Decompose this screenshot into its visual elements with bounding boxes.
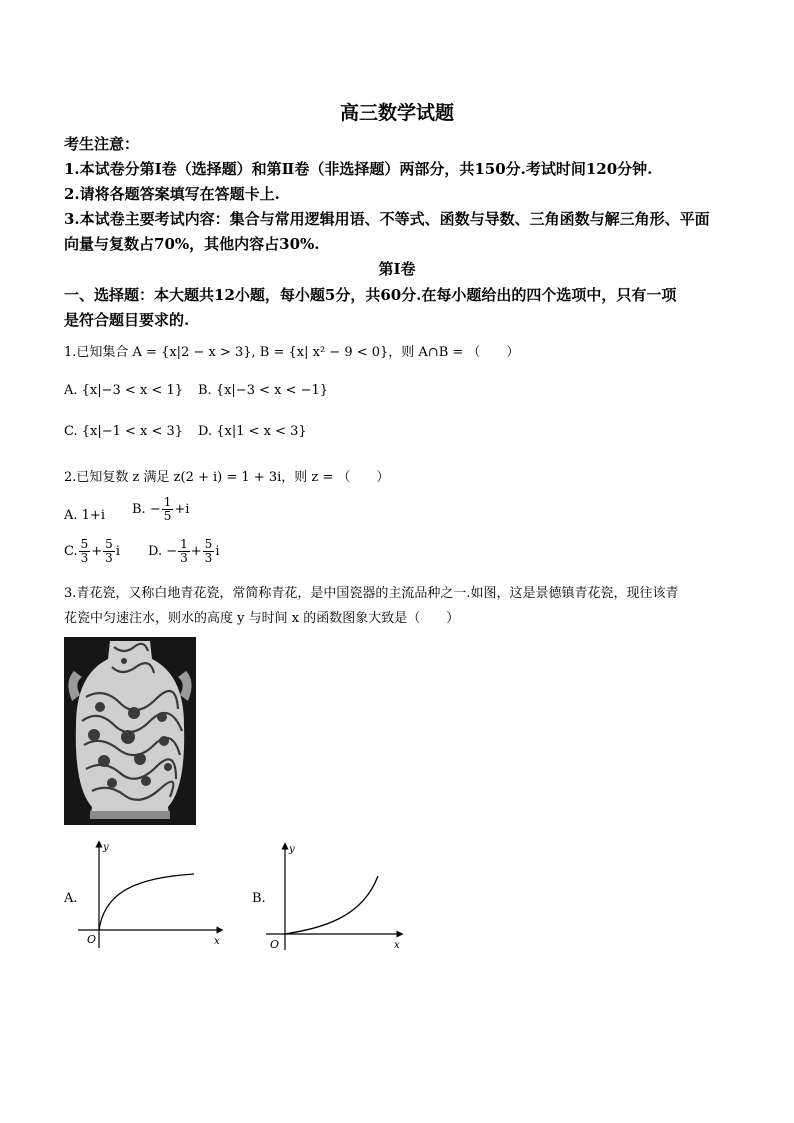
graph-b-label: B. <box>252 891 266 906</box>
q2-option-c-suffix: i <box>115 544 120 559</box>
q2-option-d-numerator-2: 5 <box>204 537 213 551</box>
q2-option-c-denominator-1: 3 <box>80 551 89 565</box>
graph-a-origin: O <box>87 933 97 946</box>
q2-stem: 2.已知复数 z 满足 z(2 + i) = 1 + 3i，则 z = （ ） <box>64 470 390 485</box>
graph-b-y-label: y <box>289 844 295 855</box>
q2-option-c-numerator-2: 5 <box>105 537 113 551</box>
q2-option-c-fraction-2 <box>103 538 115 565</box>
q2-option-b-fraction <box>162 496 174 523</box>
vase-photo <box>64 637 196 825</box>
q2-option-d-fraction-1 <box>178 538 190 565</box>
graph-b <box>262 838 408 954</box>
graph-b-x-label: x <box>394 940 400 951</box>
notice-item-3-line-1: 3.本试卷主要考试内容：集合与常用逻辑用语、不等式、函数与导数、三角函数与解三角形、平面 <box>64 210 710 228</box>
vase-illustration <box>64 637 196 825</box>
q2-option-c-numerator-1: 5 <box>80 537 89 551</box>
graph-a-x-label: x <box>214 936 220 947</box>
q2-option-d-prefix: D. − <box>148 544 178 559</box>
part1-line-2: 是符合题目要求的. <box>64 311 190 329</box>
section-title: 第Ⅰ卷 <box>378 260 416 278</box>
part1-line-1: 一、选择题：本大题共12小题，每小题5分，共60分.在每小题给出的四个选项中，只有一项 <box>64 286 677 304</box>
notice-item-1: 1.本试卷分第Ⅰ卷（选择题）和第Ⅱ卷（非选择题）两部分，共150分.考试时间120分钟. <box>64 160 653 178</box>
q1-option-b: B. {x|−3 < x < −1} <box>198 383 329 398</box>
q3-line-1: 3.青花瓷，又称白地青花瓷，常简称青花，是中国瓷器的主流品种之一.如图，这是景德镇青花瓷，现往该青 <box>64 586 679 601</box>
q2-option-d-suffix: i <box>215 544 220 559</box>
q2-option-c-denominator-2: 3 <box>105 551 113 565</box>
graph-b-origin: O <box>270 938 280 951</box>
q2-option-b-denominator: 5 <box>163 509 172 523</box>
q2-option-d <box>148 538 219 565</box>
q2-option-c-plus: + <box>91 544 103 559</box>
q3-line-2: 花瓷中匀速注水，则水的高度 y 与时间 x 的函数图象大致是（ ） <box>64 611 460 626</box>
q2-option-d-denominator-2: 3 <box>204 551 213 565</box>
page-title: 高三数学试题 <box>339 102 454 124</box>
q2-option-b <box>132 496 189 523</box>
q2-option-a: A. 1+i <box>64 508 105 523</box>
q2-option-b-suffix: +i <box>174 502 190 517</box>
q2-option-d-numerator-1: 1 <box>180 537 188 551</box>
q2-option-d-plus: + <box>190 544 202 559</box>
notice-item-3-line-2: 向量与复数占70%，其他内容占30%. <box>64 235 320 253</box>
graph-a-y-label: y <box>103 842 109 853</box>
q2-option-c-prefix: C. <box>64 544 78 559</box>
q2-option-c-fraction-1 <box>79 538 91 565</box>
notice-heading: 考生注意： <box>64 135 140 153</box>
graph-a-curve <box>99 874 194 930</box>
graph-b-curve <box>285 876 378 934</box>
notice-item-2: 2.请将各题答案填写在答题卡上. <box>64 185 280 203</box>
graph-a-label: A. <box>64 891 78 906</box>
q1-option-d: D. {x|1 < x < 3} <box>198 424 307 439</box>
q2-option-c <box>64 538 120 565</box>
q1-stem: 1.已知集合 A = {x|2 − x > 3}, B = {x| x² − 9 < 0}，则 A∩B = （ ） <box>64 345 520 360</box>
q2-option-b-numerator: 1 <box>163 495 172 509</box>
q2-option-d-denominator-1: 3 <box>180 551 188 565</box>
graph-a <box>74 836 230 952</box>
q2-option-d-fraction-2 <box>203 538 215 565</box>
q1-option-c: C. {x|−1 < x < 3} <box>64 424 184 439</box>
q1-option-a: A. {x|−3 < x < 1} <box>64 383 183 398</box>
q2-option-b-prefix: B. − <box>132 502 161 517</box>
